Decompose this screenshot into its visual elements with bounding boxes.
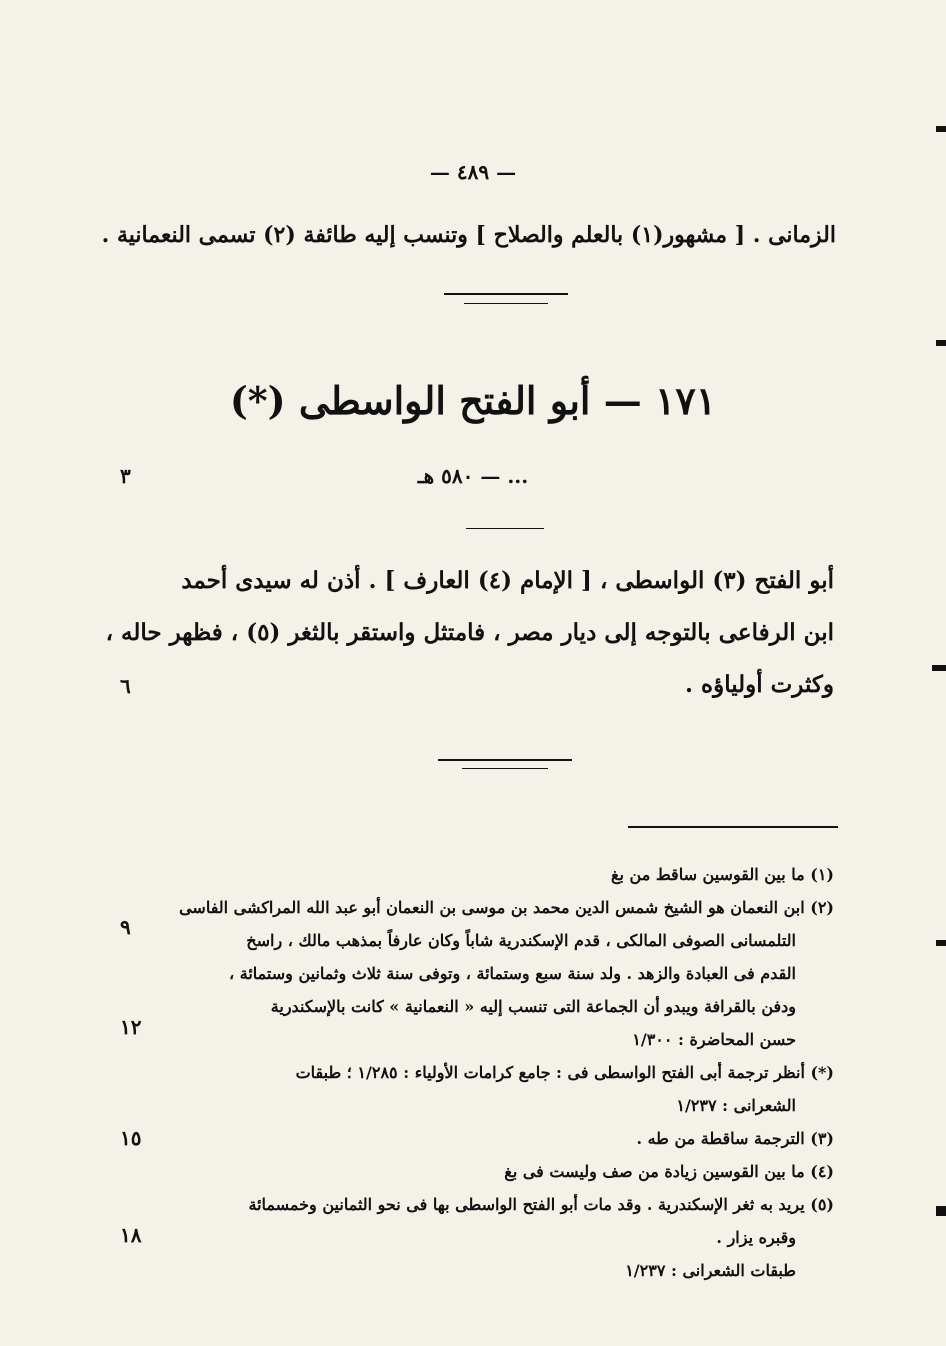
footnote-line: (*) أنظر ترجمة أبى الفتح الواسطى فى : جامع كرامات الأولياء : ١/٢٨٥ ؛ طبقات: [295, 1063, 834, 1082]
footnote-line: (٤) ما بين القوسين زيادة من صف وليست فى بغ: [504, 1162, 834, 1181]
footnote-line: القدم فى العبادة والزهد . ولد سنة سبع وستمائة ، وتوفى سنة ثلاث وثمانين وستمائة ،: [229, 964, 796, 983]
line-number: ١٥: [120, 1126, 142, 1150]
title-rule: [466, 528, 544, 529]
separator-rule: [464, 303, 548, 304]
scan-mark: [936, 940, 946, 946]
footnote-line: وقبره يزار .: [716, 1228, 796, 1247]
footnote-line: الشعرانى : ١/٢٣٧: [676, 1096, 796, 1115]
line-number: ١٨: [120, 1223, 142, 1247]
footnote-line: التلمسانى الصوفى المالكى ، قدم الإسكندرية شاباً وكان عارفاً بمذهب مالك ، راسخ: [246, 931, 796, 950]
separator-rule: [462, 768, 548, 769]
footnote-line: (١) ما بين القوسين ساقط من بغ: [611, 865, 834, 884]
line-number: ٩: [120, 915, 131, 939]
entry-title: ١٧١ — أبو الفتح الواسطى (*): [229, 378, 717, 423]
body-line: ابن الرفاعى بالتوجه إلى ديار مصر ، فامتثل واستقر بالثغر (٥) ، فظهر حاله ،: [105, 619, 834, 646]
line-number: ٣: [120, 464, 131, 488]
separator-rule: [444, 293, 568, 295]
line-number: ٦: [120, 674, 131, 698]
scan-mark: [936, 1206, 946, 1216]
footnote-line: (٣) الترجمة ساقطة من طه .: [636, 1129, 834, 1148]
line-number: ١٢: [120, 1015, 142, 1039]
body-line: أبو الفتح (٣) الواسطى ، [ الإمام (٤) العارف ] . أذن له سيدى أحمد: [181, 567, 834, 594]
footnote-line: (٥) يريد به ثغر الإسكندرية . وقد مات أبو الفتح الواسطى بها فى نحو الثمانين وخمسمائة: [248, 1195, 834, 1214]
footnote-line: ودفن بالقرافة ويبدو أن الجماعة التى تنسب إليه « النعمانية » كانت بالإسكندرية: [270, 997, 796, 1016]
footnote-line: حسن المحاضرة : ١/٣٠٠: [632, 1030, 796, 1049]
footnote-rule: [628, 826, 838, 828]
entry-body: [105, 555, 834, 711]
page-number: — ٤٨٩ —: [429, 160, 517, 184]
scan-mark: [936, 340, 946, 346]
footnote-line: طبقات الشعرانى : ١/٢٣٧: [625, 1261, 796, 1280]
footnotes: [154, 858, 834, 1287]
scan-mark: [936, 126, 946, 132]
separator-rule: [438, 759, 572, 761]
entry-dates: ... — ٥٨٠ هـ: [417, 464, 529, 488]
continued-text: الزمانى . [ مشهور(١) بالعلم والصلاح ] وتنسب إليه طائفة (٢) تسمى النعمانية .: [101, 222, 836, 248]
footnote-line: (٢) ابن النعمان هو الشيخ شمس الدين محمد بن موسى بن النعمان أبو عبد الله المراكشى الفاسى: [179, 898, 834, 917]
scan-mark: [932, 665, 946, 671]
body-line: وكثرت أولياؤه .: [685, 671, 834, 698]
